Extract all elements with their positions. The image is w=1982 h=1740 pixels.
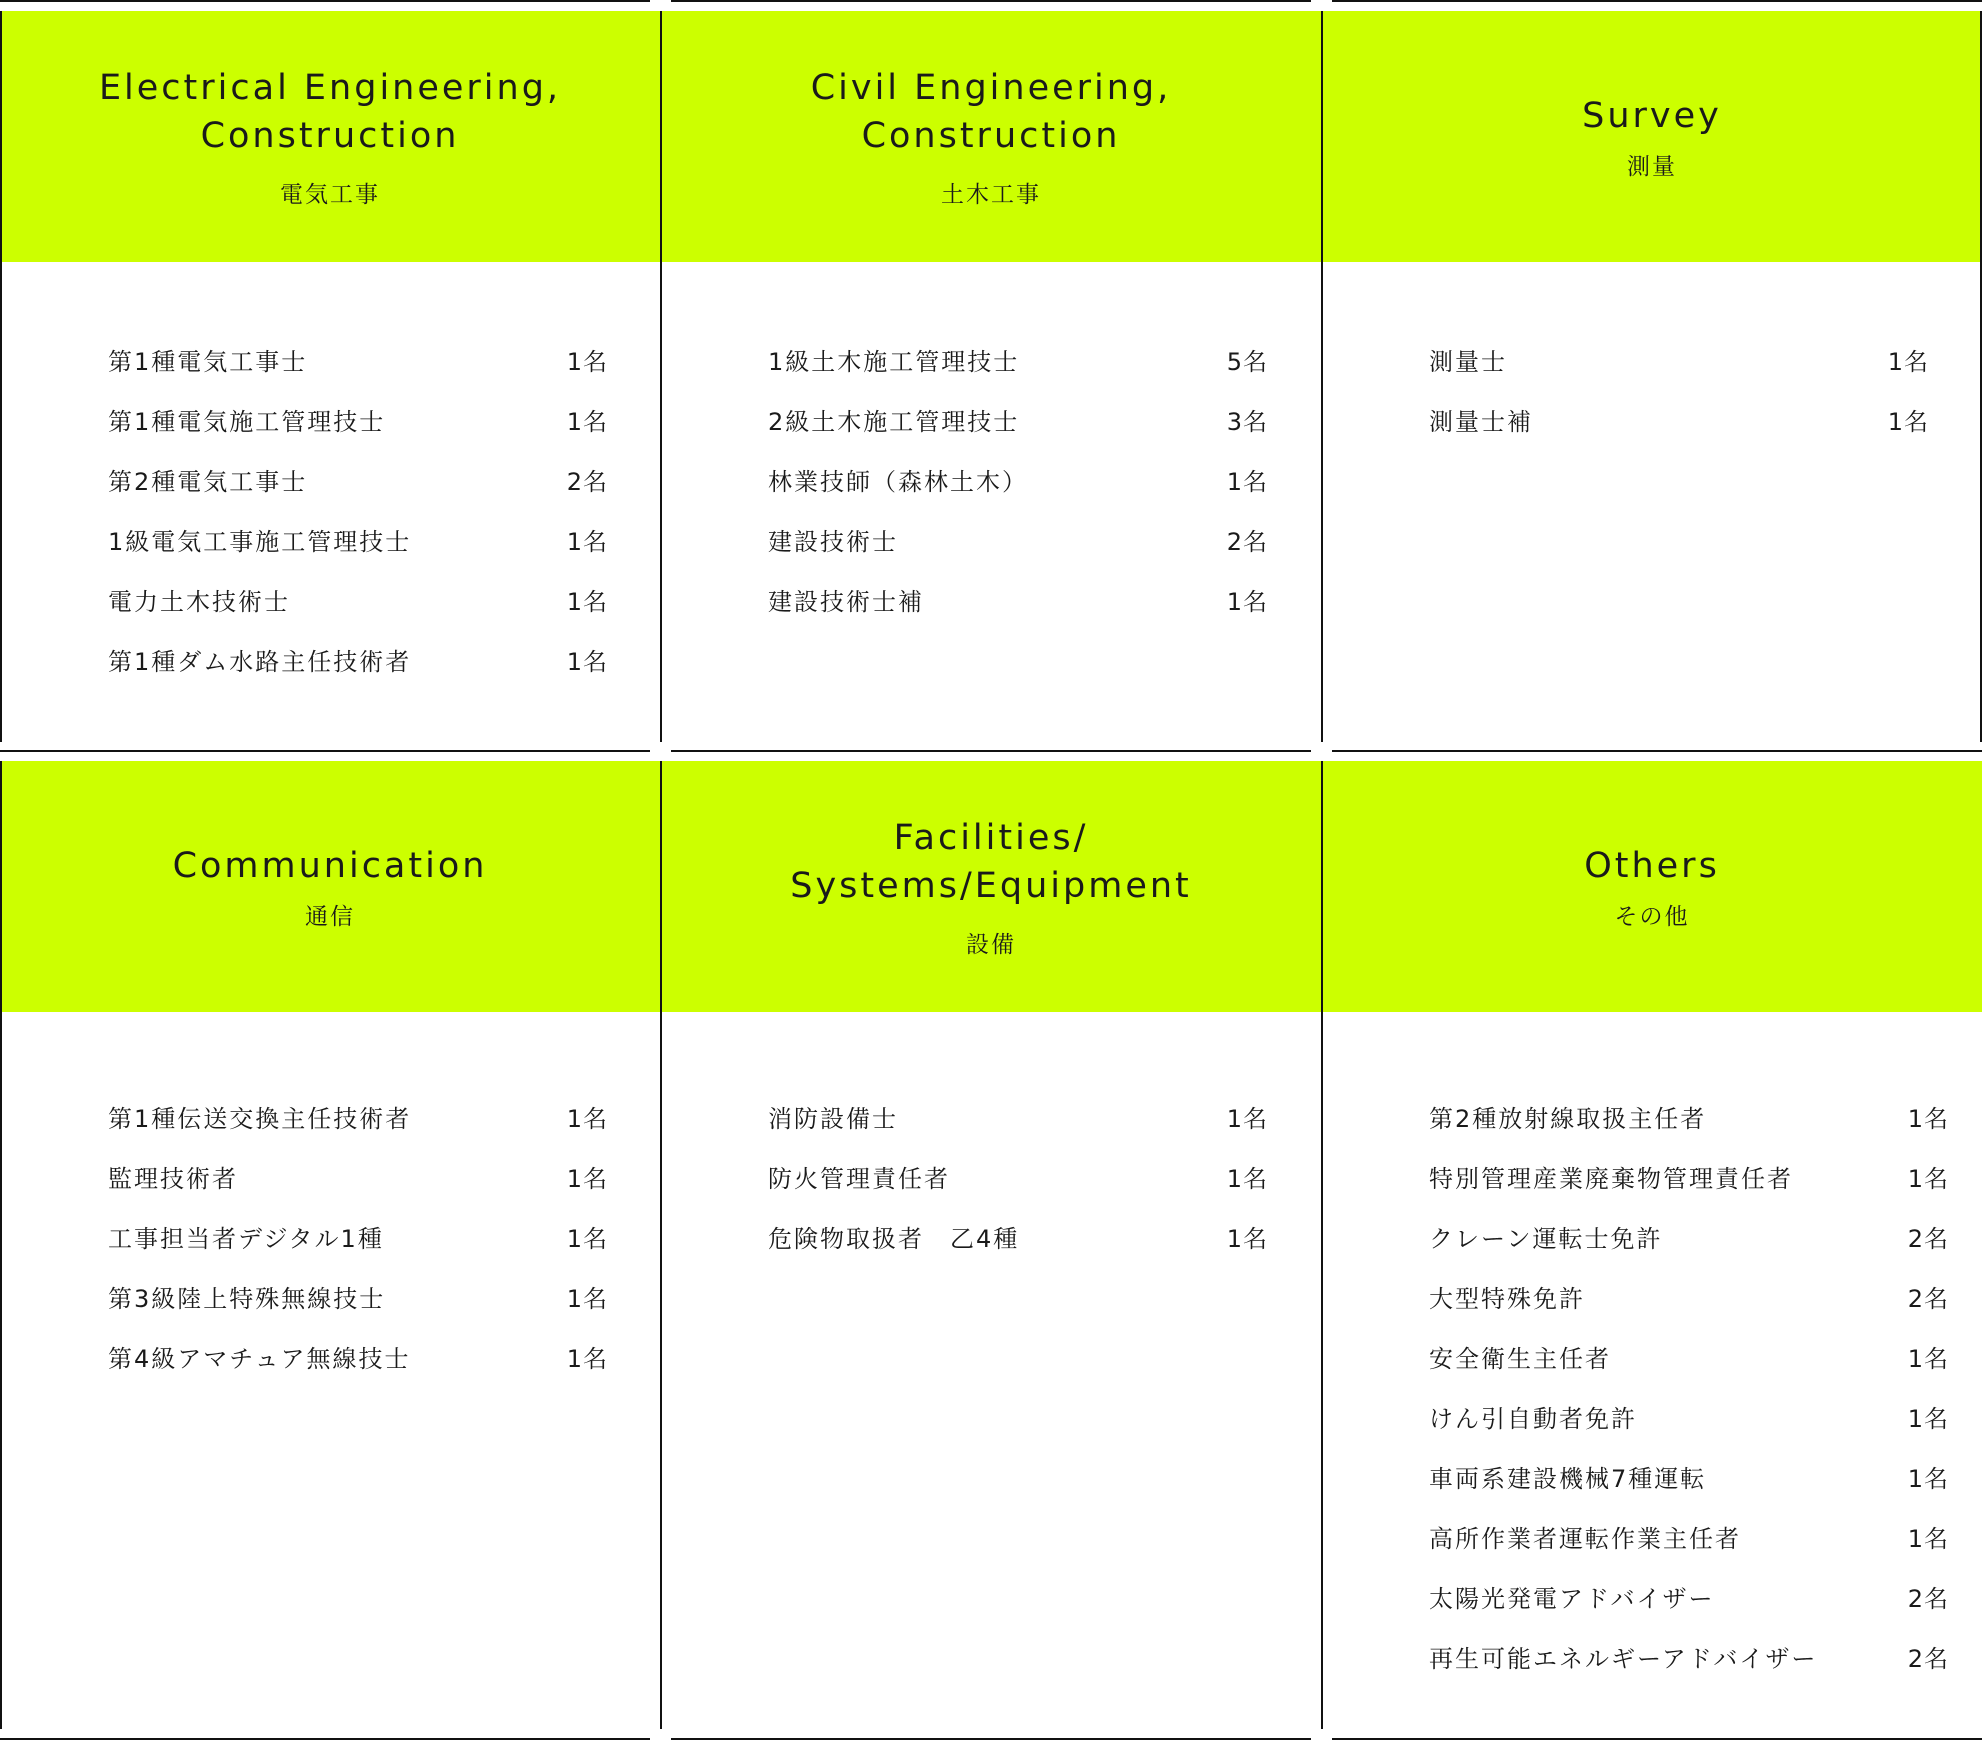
list-item [1429, 1446, 1949, 1506]
qualification-count: 1名 [1907, 1404, 1949, 1433]
qualification-count: 1名 [566, 587, 608, 616]
qualification-count: 2名 [1907, 1224, 1949, 1253]
divider [660, 761, 662, 1729]
list-item [1429, 1506, 1949, 1566]
qualification-name: 第1種電気施工管理技士 [108, 407, 386, 436]
qualification-count: 1名 [1907, 1344, 1949, 1373]
qualification-name: 1級電気工事施工管理技士 [108, 527, 412, 556]
divider [0, 750, 650, 752]
divider [1332, 750, 1982, 752]
panel-title-ja: 土木工事 [941, 182, 1041, 208]
qualification-name: 特別管理産業廃棄物管理責任者 [1429, 1164, 1793, 1193]
list-item [108, 389, 608, 449]
panel-title-en: Facilities/ Systems/Equipment [790, 818, 1192, 906]
panel-header [1322, 761, 1982, 1012]
qualification-name: 消防設備士 [768, 1104, 898, 1133]
qualification-count: 1名 [1907, 1164, 1949, 1193]
qualification-count: 1名 [566, 1104, 608, 1133]
qualification-name: 再生可能エネルギーアドバイザー [1429, 1644, 1818, 1673]
qualification-list [108, 329, 608, 689]
qualification-count: 1名 [1907, 1464, 1949, 1493]
qualification-count: 2名 [566, 467, 608, 496]
divider [671, 750, 1311, 752]
qualification-count: 3名 [1226, 407, 1268, 436]
list-item [768, 449, 1268, 509]
divider [1332, 0, 1982, 2]
divider [1321, 11, 1323, 742]
list-item [1429, 389, 1929, 449]
qualification-name: 第1種電気工事士 [108, 347, 308, 376]
divider [1321, 761, 1323, 1729]
panel-survey [1322, 0, 1982, 750]
qualification-count: 1名 [566, 647, 608, 676]
list-item [768, 389, 1268, 449]
panel-electrical [0, 0, 660, 750]
qualification-count: 2名 [1226, 527, 1268, 556]
list-item [108, 1206, 608, 1266]
panel-title-ja: その他 [1614, 904, 1690, 930]
panel-header [1322, 11, 1982, 262]
qualification-name: 監理技術者 [108, 1164, 238, 1193]
qualification-count: 1名 [566, 1344, 608, 1373]
panel-civil [661, 0, 1321, 750]
qualification-list [768, 329, 1268, 629]
qualification-count: 2名 [1907, 1644, 1949, 1673]
qualification-name: 第1種ダム水路主任技術者 [108, 647, 412, 676]
qualification-name: 危険物取扱者 乙4種 [768, 1224, 1020, 1253]
list-item [108, 449, 608, 509]
qualification-name: 高所作業者運転作業主任者 [1429, 1524, 1741, 1553]
qualification-name: 安全衛生主任者 [1429, 1344, 1611, 1373]
qualification-count: 1名 [1226, 1224, 1268, 1253]
panel-title-ja: 測量 [1627, 154, 1677, 180]
qualification-count: 1名 [1226, 587, 1268, 616]
qualification-name: 第3級陸上特殊無線技士 [108, 1284, 386, 1313]
panel-facilities [661, 750, 1321, 1740]
qualification-count: 1名 [566, 1224, 608, 1253]
qualification-count: 2名 [1907, 1584, 1949, 1613]
qualification-name: 太陽光発電アドバイザー [1429, 1584, 1715, 1613]
list-item [108, 629, 608, 689]
qualification-name: 建設技術士 [768, 527, 898, 556]
qualification-name: 測量士 [1429, 347, 1507, 376]
qualification-list [108, 1086, 608, 1386]
list-item [108, 329, 608, 389]
list-item [108, 1086, 608, 1146]
panel-header [661, 761, 1321, 1012]
panel-title-en: Others [1584, 846, 1720, 886]
list-item [1429, 1386, 1949, 1446]
qualification-list [768, 1086, 1268, 1266]
panel-title-ja: 設備 [966, 932, 1016, 958]
qualification-name: 防火管理責任者 [768, 1164, 950, 1193]
panel-others [1322, 750, 1982, 1740]
qualification-count: 1名 [1226, 1104, 1268, 1133]
qualification-list [1429, 329, 1929, 449]
qualification-name: 第4級アマチュア無線技士 [108, 1344, 411, 1373]
qualification-list [1429, 1086, 1949, 1686]
qualification-name: 林業技師（森林土木） [768, 467, 1028, 496]
qualification-count: 1名 [566, 527, 608, 556]
panel-title-en: Civil Engineering, Construction [810, 68, 1172, 156]
qualification-name: クレーン運転士免許 [1429, 1224, 1663, 1253]
list-item [1429, 1086, 1949, 1146]
panel-title-en: Survey [1582, 96, 1722, 136]
list-item [108, 1146, 608, 1206]
qualification-count: 2名 [1907, 1284, 1949, 1313]
qualification-count: 1名 [1907, 1524, 1949, 1553]
qualification-name: 第1種伝送交換主任技術者 [108, 1104, 412, 1133]
qualification-count: 1名 [1887, 347, 1929, 376]
list-item [108, 509, 608, 569]
list-item [1429, 1266, 1949, 1326]
panel-title-ja: 電気工事 [280, 182, 380, 208]
qualification-count: 1名 [566, 407, 608, 436]
qualification-name: 第2種放射線取扱主任者 [1429, 1104, 1707, 1133]
divider [660, 11, 662, 742]
qualification-count: 1名 [1226, 1164, 1268, 1193]
divider [671, 0, 1311, 2]
list-item [768, 569, 1268, 629]
list-item [1429, 329, 1929, 389]
qualification-name: 電力土木技術士 [108, 587, 290, 616]
list-item [108, 1326, 608, 1386]
panel-communication [0, 750, 660, 1740]
qualification-name: 車両系建設機械7種運転 [1429, 1464, 1707, 1493]
panel-header [0, 761, 660, 1012]
qualification-count: 1名 [1907, 1104, 1949, 1133]
qualification-name: けん引自動者免許 [1429, 1404, 1637, 1433]
list-item [108, 1266, 608, 1326]
qualification-name: 第2種電気工事士 [108, 467, 308, 496]
qualification-count: 1名 [566, 1284, 608, 1313]
qualification-count: 1名 [566, 1164, 608, 1193]
panel-header [0, 11, 660, 262]
list-item [1429, 1626, 1949, 1686]
list-item [108, 569, 608, 629]
list-item [768, 1206, 1268, 1266]
qualification-count: 1名 [1887, 407, 1929, 436]
panel-title-en: Communication [172, 846, 488, 886]
panel-header [661, 11, 1321, 262]
qualification-count: 1名 [566, 347, 608, 376]
list-item [768, 509, 1268, 569]
qualification-name: 工事担当者デジタル1種 [108, 1224, 384, 1253]
list-item [1429, 1326, 1949, 1386]
list-item [1429, 1146, 1949, 1206]
list-item [768, 329, 1268, 389]
panel-title-ja: 通信 [305, 904, 355, 930]
divider [0, 761, 2, 1729]
qualification-name: 1級土木施工管理技士 [768, 347, 1020, 376]
divider [0, 11, 2, 742]
qualification-name: 大型特殊免許 [1429, 1284, 1585, 1313]
qualification-name: 測量士補 [1429, 407, 1533, 436]
panel-title-en: Electrical Engineering, Construction [98, 68, 562, 156]
list-item [1429, 1566, 1949, 1626]
qualification-count: 5名 [1226, 347, 1268, 376]
qualification-count: 1名 [1226, 467, 1268, 496]
list-item [768, 1086, 1268, 1146]
divider [0, 0, 650, 2]
list-item [1429, 1206, 1949, 1266]
list-item [768, 1146, 1268, 1206]
qualification-name: 2級土木施工管理技士 [768, 407, 1020, 436]
qualification-name: 建設技術士補 [768, 587, 924, 616]
